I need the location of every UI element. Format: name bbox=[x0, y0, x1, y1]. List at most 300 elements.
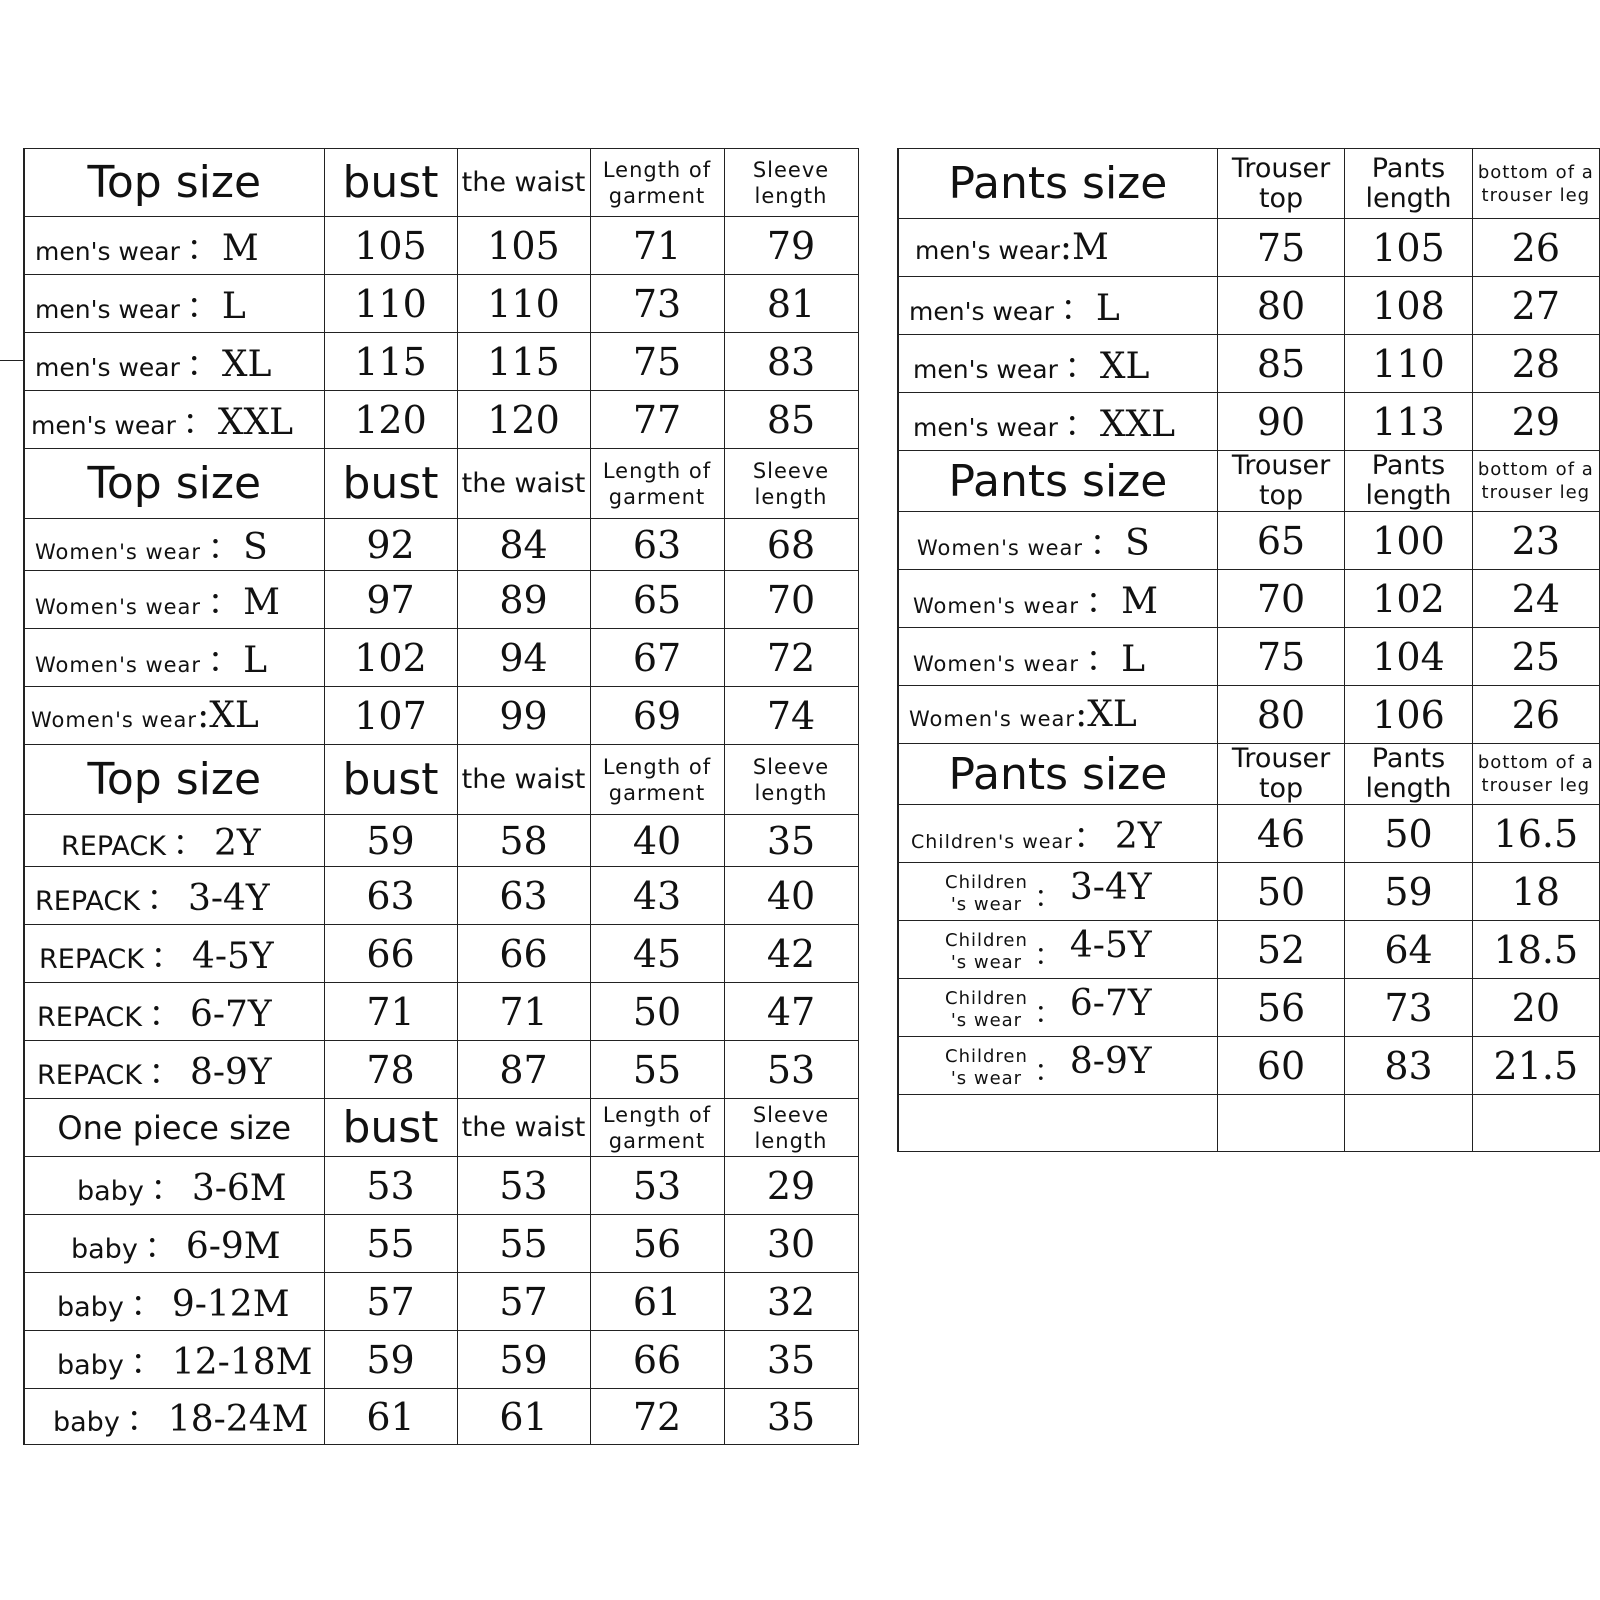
waist-value: 110 bbox=[457, 275, 590, 333]
size-label-part: ： bbox=[185, 228, 222, 269]
table-row bbox=[24, 1389, 858, 1445]
pants-length-value: 105 bbox=[1345, 219, 1472, 277]
bust-header: bust bbox=[324, 1099, 457, 1157]
size-label-part: 6-7Y bbox=[189, 994, 272, 1035]
sleeve-value: 70 bbox=[724, 571, 858, 629]
size-label-part: REPACK bbox=[37, 1060, 142, 1091]
sleeve-value: 29 bbox=[724, 1157, 858, 1215]
size-label-part: XL bbox=[1099, 346, 1150, 387]
table-row bbox=[898, 393, 1600, 451]
sleeve-value: 68 bbox=[724, 519, 858, 571]
pants-length-value: 113 bbox=[1345, 393, 1472, 451]
pants-length-value: 73 bbox=[1345, 979, 1472, 1037]
size-label-part: 18-24M bbox=[167, 1399, 309, 1440]
size-label-part: baby bbox=[53, 1407, 120, 1438]
length-value: 63 bbox=[590, 519, 724, 571]
table-row bbox=[24, 217, 858, 275]
size-label-part: Women's wear bbox=[31, 708, 198, 732]
size-label bbox=[24, 1215, 324, 1273]
trouser-top-value: 52 bbox=[1217, 921, 1345, 979]
sleeve-value: 81 bbox=[724, 275, 858, 333]
waist-value: 66 bbox=[457, 925, 590, 983]
size-label-part: REPACK bbox=[61, 831, 166, 862]
empty-cell bbox=[1472, 1095, 1599, 1152]
size-label-part: Women's wear bbox=[913, 594, 1080, 618]
pants-length-value: 104 bbox=[1345, 628, 1472, 686]
length-value: 50 bbox=[590, 983, 724, 1041]
table-row bbox=[898, 921, 1600, 979]
sleeve-length-header: Sleeve length bbox=[724, 149, 858, 217]
trouser-leg-value: 25 bbox=[1472, 628, 1599, 686]
sleeve-value: 53 bbox=[724, 1041, 858, 1099]
size-label bbox=[898, 570, 1217, 628]
table-row bbox=[24, 1215, 858, 1273]
waist-value: 59 bbox=[457, 1331, 590, 1389]
size-label-part: S bbox=[1125, 523, 1150, 564]
bust-header: bust bbox=[324, 149, 457, 217]
size-label-part: 8-9Y bbox=[189, 1052, 272, 1093]
size-label-part: ： bbox=[147, 1052, 184, 1093]
size-label-part: Children's wear bbox=[911, 831, 1073, 853]
size-label-part: 4-5Y bbox=[1069, 924, 1152, 966]
pants-length-value: 100 bbox=[1345, 512, 1472, 570]
size-chart bbox=[0, 148, 1600, 1448]
size-label-part: L bbox=[1095, 288, 1120, 329]
size-label-part: L bbox=[243, 640, 267, 681]
trouser-leg-value: 21.5 bbox=[1472, 1037, 1599, 1095]
trouser-top-value: 50 bbox=[1217, 863, 1345, 921]
size-label-part: ： bbox=[185, 286, 222, 327]
size-label-part: M bbox=[1072, 227, 1109, 268]
trouser-leg-value: 28 bbox=[1472, 335, 1599, 393]
size-label-part: ： bbox=[129, 1284, 166, 1325]
size-label-part: ： bbox=[1033, 938, 1064, 974]
size-label-part: REPACK bbox=[37, 1002, 142, 1033]
table-row bbox=[24, 519, 858, 571]
pants-size-header: Pants size bbox=[898, 149, 1217, 219]
length-value: 73 bbox=[590, 275, 724, 333]
waist-value: 84 bbox=[457, 519, 590, 571]
size-label bbox=[24, 1041, 324, 1099]
empty-cell bbox=[1217, 1095, 1345, 1152]
size-label-part: : bbox=[1075, 694, 1088, 735]
pants-size-table bbox=[897, 148, 1600, 1152]
size-label bbox=[24, 925, 324, 983]
table-row bbox=[898, 805, 1600, 863]
table-row bbox=[24, 815, 858, 867]
sleeve-value: 35 bbox=[724, 815, 858, 867]
table-row bbox=[898, 335, 1600, 393]
bust-value: 71 bbox=[324, 983, 457, 1041]
size-label bbox=[24, 687, 324, 745]
size-label-part: 3-4Y bbox=[187, 878, 270, 919]
size-label bbox=[24, 333, 324, 391]
pants-length-value: 59 bbox=[1345, 863, 1472, 921]
trouser-leg-value: 18 bbox=[1472, 863, 1599, 921]
length-value: 77 bbox=[590, 391, 724, 449]
size-label-part: 4-5Y bbox=[191, 936, 274, 977]
size-label-part: Women's wear bbox=[35, 540, 202, 564]
top-header-row bbox=[24, 449, 858, 519]
top-size-header: Top size bbox=[24, 449, 324, 519]
trouser-leg-value: 20 bbox=[1472, 979, 1599, 1037]
size-label-part: : bbox=[197, 695, 210, 736]
size-label-part: S bbox=[243, 527, 268, 568]
trouser-leg-header: bottom of a trouser leg bbox=[1472, 744, 1599, 805]
waist-value: 57 bbox=[457, 1273, 590, 1331]
table-row bbox=[898, 979, 1600, 1037]
waist-value: 61 bbox=[457, 1389, 590, 1445]
table-row bbox=[898, 512, 1600, 570]
size-label bbox=[24, 629, 324, 687]
size-label bbox=[898, 277, 1217, 335]
waist-value: 63 bbox=[457, 867, 590, 925]
bust-value: 107 bbox=[324, 687, 457, 745]
pants-length-value: 50 bbox=[1345, 805, 1472, 863]
size-label-part: men's wear bbox=[35, 237, 180, 266]
waist-value: 71 bbox=[457, 983, 590, 1041]
size-label-part: : bbox=[1059, 227, 1072, 268]
size-label-part: M bbox=[1121, 581, 1158, 622]
trouser-leg-value: 18.5 bbox=[1472, 921, 1599, 979]
trouser-leg-value: 27 bbox=[1472, 277, 1599, 335]
size-label-part bbox=[945, 930, 1028, 974]
size-label-part: ： bbox=[149, 936, 186, 977]
size-label-part: Women's wear bbox=[909, 707, 1076, 731]
trouser-top-value: 85 bbox=[1217, 335, 1345, 393]
trouser-top-header: Trouser top bbox=[1217, 451, 1345, 512]
size-label bbox=[898, 921, 1217, 979]
trouser-top-value: 65 bbox=[1217, 512, 1345, 570]
size-label bbox=[898, 512, 1217, 570]
length-value: 65 bbox=[590, 571, 724, 629]
size-label-part: men's wear bbox=[909, 297, 1054, 326]
pants-header-row bbox=[898, 149, 1600, 219]
size-label bbox=[898, 335, 1217, 393]
size-label bbox=[24, 275, 324, 333]
table-row bbox=[24, 1157, 858, 1215]
table-row bbox=[24, 1273, 858, 1331]
garment-length-header: Length of garment bbox=[590, 745, 724, 815]
size-label-part: ： bbox=[1089, 523, 1126, 564]
bust-value: 59 bbox=[324, 1331, 457, 1389]
length-value: 67 bbox=[590, 629, 724, 687]
size-label-part: XL bbox=[221, 344, 272, 385]
size-label-part: 2Y bbox=[213, 823, 261, 864]
size-label bbox=[24, 217, 324, 275]
pants-size-header: Pants size bbox=[898, 451, 1217, 512]
sleeve-value: 47 bbox=[724, 983, 858, 1041]
bust-value: 115 bbox=[324, 333, 457, 391]
size-label-part: men's wear bbox=[35, 295, 180, 324]
waist-value: 89 bbox=[457, 571, 590, 629]
size-label bbox=[24, 571, 324, 629]
bust-value: 55 bbox=[324, 1215, 457, 1273]
trouser-top-value: 75 bbox=[1217, 219, 1345, 277]
waist-header: the waist bbox=[457, 745, 590, 815]
garment-length-header: Length of garment bbox=[590, 1099, 724, 1157]
size-label-part: 's wear bbox=[950, 894, 1023, 916]
pants-length-value: 83 bbox=[1345, 1037, 1472, 1095]
length-value: 40 bbox=[590, 815, 724, 867]
top-size-header: Top size bbox=[24, 745, 324, 815]
pants-length-header: Pants length bbox=[1345, 451, 1472, 512]
size-label-part: Children bbox=[945, 872, 1028, 894]
empty-row bbox=[898, 1095, 1600, 1152]
table-row bbox=[24, 925, 858, 983]
size-label bbox=[24, 1331, 324, 1389]
size-label-part: men's wear bbox=[31, 411, 176, 440]
size-label-part: men's wear bbox=[913, 413, 1058, 442]
waist-value: 87 bbox=[457, 1041, 590, 1099]
size-label-part: XL bbox=[1087, 694, 1137, 735]
size-label-part: ： bbox=[143, 1226, 180, 1267]
size-label-part: ： bbox=[207, 640, 244, 681]
trouser-top-value: 56 bbox=[1217, 979, 1345, 1037]
sleeve-value: 32 bbox=[724, 1273, 858, 1331]
trouser-top-value: 70 bbox=[1217, 570, 1345, 628]
size-label-part: XXL bbox=[217, 402, 294, 443]
size-label-part: 's wear bbox=[950, 1068, 1023, 1090]
length-value: 75 bbox=[590, 333, 724, 391]
size-label-part: ： bbox=[1072, 816, 1109, 857]
size-label-part: Children bbox=[945, 988, 1028, 1010]
sleeve-value: 40 bbox=[724, 867, 858, 925]
length-value: 55 bbox=[590, 1041, 724, 1099]
size-label-part: ： bbox=[1063, 404, 1100, 445]
pants-length-value: 64 bbox=[1345, 921, 1472, 979]
sleeve-length-header: Sleeve length bbox=[724, 449, 858, 519]
size-label-part: 2Y bbox=[1114, 816, 1162, 857]
bust-value: 110 bbox=[324, 275, 457, 333]
waist-value: 120 bbox=[457, 391, 590, 449]
bust-header: bust bbox=[324, 745, 457, 815]
table-row bbox=[24, 333, 858, 391]
size-label-part: ： bbox=[129, 1342, 166, 1383]
size-label-part: 's wear bbox=[950, 952, 1023, 974]
top-size-table bbox=[23, 148, 859, 1445]
size-label-part: L bbox=[1121, 639, 1145, 680]
size-label bbox=[898, 686, 1217, 744]
sleeve-length-header: Sleeve length bbox=[724, 1099, 858, 1157]
pants-length-value: 102 bbox=[1345, 570, 1472, 628]
size-label-part: 6-9M bbox=[185, 1226, 281, 1267]
table-row bbox=[24, 1041, 858, 1099]
pants-header-row bbox=[898, 744, 1600, 805]
bust-value: 120 bbox=[324, 391, 457, 449]
size-label-part: ： bbox=[147, 994, 184, 1035]
pants-size-header: Pants size bbox=[898, 744, 1217, 805]
trouser-top-value: 75 bbox=[1217, 628, 1345, 686]
trouser-leg-value: 23 bbox=[1472, 512, 1599, 570]
pants-length-value: 108 bbox=[1345, 277, 1472, 335]
size-label-part bbox=[945, 988, 1028, 1032]
table-row bbox=[898, 219, 1600, 277]
empty-cell bbox=[898, 1095, 1217, 1152]
size-label-part: ： bbox=[1033, 996, 1064, 1032]
table-row bbox=[898, 277, 1600, 335]
size-label-part: ： bbox=[1059, 288, 1096, 329]
size-label-part: ： bbox=[1085, 639, 1122, 680]
table-row bbox=[24, 629, 858, 687]
waist-value: 94 bbox=[457, 629, 590, 687]
sleeve-value: 42 bbox=[724, 925, 858, 983]
empty-cell bbox=[1345, 1095, 1472, 1152]
trouser-leg-value: 29 bbox=[1472, 393, 1599, 451]
size-label-part: baby bbox=[57, 1350, 124, 1381]
size-label-part: Women's wear bbox=[35, 595, 202, 619]
table-row bbox=[24, 391, 858, 449]
table-row bbox=[898, 628, 1600, 686]
length-value: 61 bbox=[590, 1273, 724, 1331]
sleeve-value: 35 bbox=[724, 1331, 858, 1389]
waist-header: the waist bbox=[457, 449, 590, 519]
size-label-part: XXL bbox=[1099, 404, 1176, 445]
one-piece-size-header: One piece size bbox=[24, 1099, 324, 1157]
size-label bbox=[898, 863, 1217, 921]
sleeve-value: 83 bbox=[724, 333, 858, 391]
size-label bbox=[898, 628, 1217, 686]
size-label-part: baby bbox=[57, 1292, 124, 1323]
pants-length-header: Pants length bbox=[1345, 149, 1472, 219]
trouser-top-value: 80 bbox=[1217, 277, 1345, 335]
table-row bbox=[24, 571, 858, 629]
size-label-part bbox=[945, 1046, 1028, 1090]
bust-value: 97 bbox=[324, 571, 457, 629]
size-label-part: 12-18M bbox=[171, 1342, 313, 1383]
one-piece-header-row bbox=[24, 1099, 858, 1157]
size-label bbox=[898, 1037, 1217, 1095]
length-value: 71 bbox=[590, 217, 724, 275]
table-row bbox=[898, 863, 1600, 921]
bust-value: 78 bbox=[324, 1041, 457, 1099]
garment-length-header: Length of garment bbox=[590, 149, 724, 217]
bust-value: 63 bbox=[324, 867, 457, 925]
waist-value: 58 bbox=[457, 815, 590, 867]
pants-length-value: 106 bbox=[1345, 686, 1472, 744]
waist-header: the waist bbox=[457, 149, 590, 217]
bust-value: 105 bbox=[324, 217, 457, 275]
sleeve-value: 72 bbox=[724, 629, 858, 687]
size-label-part: ： bbox=[125, 1399, 162, 1440]
table-row bbox=[24, 687, 858, 745]
table-row bbox=[24, 275, 858, 333]
top-size-header: Top size bbox=[24, 149, 324, 217]
size-label-part: Women's wear bbox=[35, 653, 202, 677]
size-label bbox=[24, 1157, 324, 1215]
sleeve-length-header: Sleeve length bbox=[724, 745, 858, 815]
table-row bbox=[24, 1331, 858, 1389]
sleeve-value: 85 bbox=[724, 391, 858, 449]
size-label bbox=[24, 1273, 324, 1331]
size-label-part: ： bbox=[185, 344, 222, 385]
bust-value: 59 bbox=[324, 815, 457, 867]
size-label bbox=[898, 805, 1217, 863]
trouser-top-value: 90 bbox=[1217, 393, 1345, 451]
trouser-leg-value: 26 bbox=[1472, 686, 1599, 744]
table-row bbox=[24, 983, 858, 1041]
trouser-top-value: 60 bbox=[1217, 1037, 1345, 1095]
size-label-part: men's wear bbox=[913, 355, 1058, 384]
trouser-top-header: Trouser top bbox=[1217, 744, 1345, 805]
waist-value: 53 bbox=[457, 1157, 590, 1215]
bust-value: 102 bbox=[324, 629, 457, 687]
size-label bbox=[24, 1389, 324, 1445]
bust-value: 92 bbox=[324, 519, 457, 571]
size-label-part: Children bbox=[945, 1046, 1028, 1068]
bust-value: 66 bbox=[324, 925, 457, 983]
length-value: 45 bbox=[590, 925, 724, 983]
table-row bbox=[898, 686, 1600, 744]
trouser-top-header: Trouser top bbox=[1217, 149, 1345, 219]
pants-header-row bbox=[898, 451, 1600, 512]
trouser-top-value: 80 bbox=[1217, 686, 1345, 744]
waist-value: 99 bbox=[457, 687, 590, 745]
size-label bbox=[24, 815, 324, 867]
size-label-part: ： bbox=[1063, 346, 1100, 387]
length-value: 69 bbox=[590, 687, 724, 745]
size-label-part: baby bbox=[77, 1176, 144, 1207]
size-label-part: REPACK bbox=[39, 944, 144, 975]
length-value: 72 bbox=[590, 1389, 724, 1445]
size-label-part: L bbox=[221, 286, 246, 327]
length-value: 56 bbox=[590, 1215, 724, 1273]
size-label bbox=[24, 867, 324, 925]
size-label-part: REPACK bbox=[35, 886, 140, 917]
size-label-part: M bbox=[221, 228, 259, 269]
size-label-part: XL bbox=[209, 695, 259, 736]
length-value: 43 bbox=[590, 867, 724, 925]
bust-value: 57 bbox=[324, 1273, 457, 1331]
size-label-part: ： bbox=[149, 1168, 186, 1209]
size-label-part: 9-12M bbox=[171, 1284, 290, 1325]
size-label-part: 6-7Y bbox=[1069, 982, 1152, 1024]
size-label-part: ： bbox=[145, 878, 182, 919]
trouser-leg-header: bottom of a trouser leg bbox=[1472, 149, 1599, 219]
sleeve-value: 79 bbox=[724, 217, 858, 275]
waist-value: 105 bbox=[457, 217, 590, 275]
trouser-leg-value: 26 bbox=[1472, 219, 1599, 277]
size-label bbox=[898, 219, 1217, 277]
size-label-part: Children bbox=[945, 930, 1028, 952]
size-label-part: ： bbox=[207, 527, 244, 568]
size-label-part: ： bbox=[181, 402, 218, 443]
bust-value: 61 bbox=[324, 1389, 457, 1445]
pants-length-value: 110 bbox=[1345, 335, 1472, 393]
size-label-part: Women's wear bbox=[917, 536, 1084, 560]
waist-value: 55 bbox=[457, 1215, 590, 1273]
size-label-part: 3-6M bbox=[191, 1168, 287, 1209]
length-value: 66 bbox=[590, 1331, 724, 1389]
size-label bbox=[898, 979, 1217, 1037]
size-label-part: 's wear bbox=[950, 1010, 1023, 1032]
sleeve-value: 74 bbox=[724, 687, 858, 745]
length-value: 53 bbox=[590, 1157, 724, 1215]
waist-header: the waist bbox=[457, 1099, 590, 1157]
size-label-part: ： bbox=[1085, 581, 1122, 622]
size-label-part: 3-4Y bbox=[1069, 866, 1152, 908]
size-label-part: ： bbox=[1033, 1054, 1064, 1090]
trouser-leg-value: 24 bbox=[1472, 570, 1599, 628]
table-row bbox=[898, 570, 1600, 628]
table-row bbox=[898, 1037, 1600, 1095]
size-label-part: baby bbox=[71, 1234, 138, 1265]
trouser-top-value: 46 bbox=[1217, 805, 1345, 863]
size-label-part: men's wear bbox=[35, 353, 180, 382]
trouser-leg-header: bottom of a trouser leg bbox=[1472, 451, 1599, 512]
size-label-part: ： bbox=[207, 582, 244, 623]
size-label-part: M bbox=[243, 582, 280, 623]
